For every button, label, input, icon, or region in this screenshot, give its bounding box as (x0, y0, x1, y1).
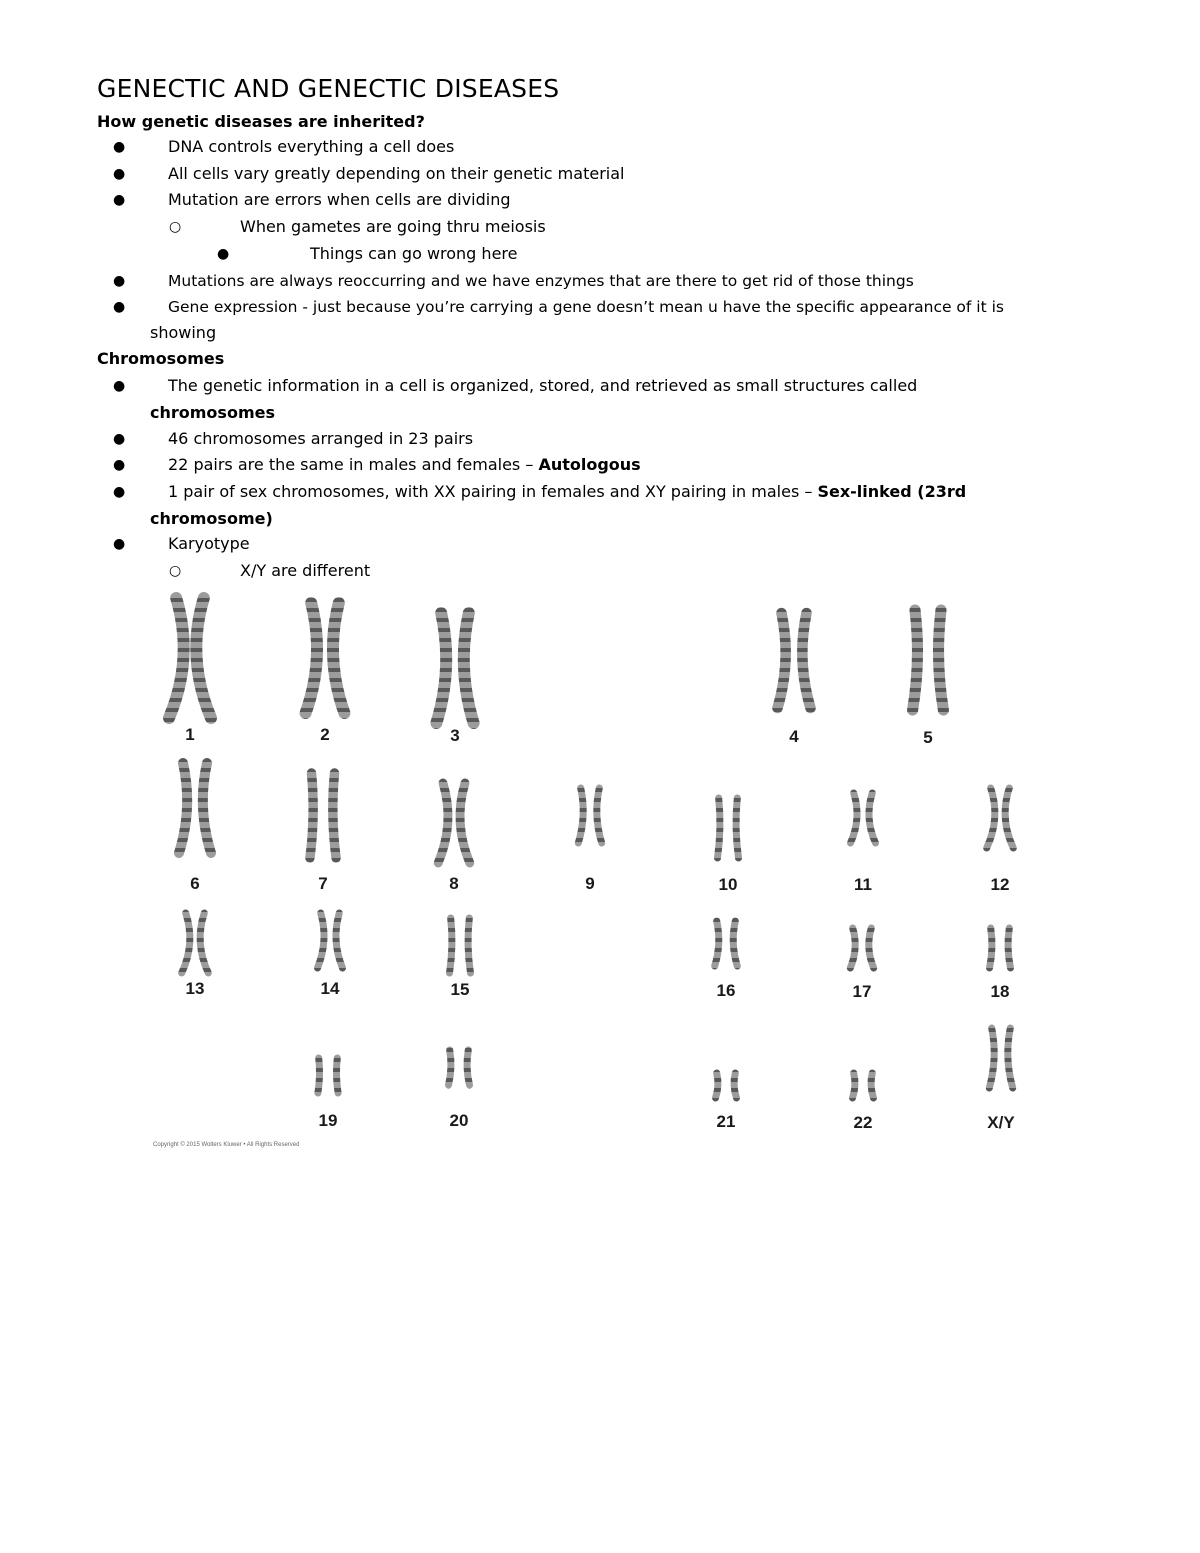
chromosome-17-b (869, 928, 874, 968)
chromosome-14-b (336, 913, 343, 968)
chromosome-21-a (716, 1073, 718, 1098)
chromosome-label: 15 (450, 980, 470, 999)
chromosome-2-b (333, 603, 344, 713)
list-item-bold: Sex-linked (23rd (817, 482, 967, 501)
chromosome-label: 12 (990, 875, 1010, 894)
list-sub-sub-item: Things can go wrong here (310, 244, 518, 263)
list-item-text: 22 pairs are the same in males and females – (168, 455, 539, 474)
chromosome-16-b (733, 921, 737, 966)
chromosome-label: 18 (990, 982, 1010, 1001)
chromosome-6-a (179, 763, 187, 853)
figure-copyright: Copyright © 2015 Wolters Kluwer • All Rights Reserved (153, 1142, 300, 1148)
chromosome-22-a (853, 1073, 855, 1098)
chromosome-label: 21 (716, 1112, 736, 1131)
chromosome-label: 13 (185, 979, 205, 998)
chromosome-13-b (200, 913, 208, 973)
chromosome-4-a (778, 613, 786, 708)
chromosome-label: 5 (923, 728, 933, 747)
chromosome-10-b (736, 798, 738, 858)
bullet-icon: ● (113, 273, 126, 289)
chromosome-6-b (203, 763, 211, 853)
list-item: Mutation are errors when cells are dividing (168, 190, 511, 209)
chromosome-label: 14 (320, 979, 340, 998)
chromosome-5-b (939, 610, 944, 710)
karyotype-figure (145, 588, 1050, 1153)
chromosome-2-a (306, 603, 317, 713)
list-sub-item: X/Y are different (240, 561, 371, 580)
chromosome-18-a (990, 928, 992, 968)
chromosome-11-a (851, 793, 858, 843)
chromosome-10-a (718, 798, 720, 858)
bullet-icon: ● (113, 192, 126, 208)
chromosome-label: 6 (190, 874, 200, 893)
chromosome-21-b (734, 1073, 736, 1098)
list-item: DNA controls everything a cell does (168, 137, 455, 156)
chromosome-label: 10 (718, 875, 738, 894)
chromosome-label: 1 (185, 725, 195, 744)
chromosome-20-b (467, 1050, 469, 1085)
chromosome-label: 4 (789, 727, 799, 746)
chromosome-13-a (182, 913, 190, 973)
bullet-icon: ● (113, 166, 126, 182)
chromosome-4-b (802, 613, 810, 708)
chromosome-12-a (987, 788, 995, 848)
chromosome-7-a (310, 773, 313, 858)
chromosome-label: 3 (450, 726, 460, 745)
section-heading-inheritance: How genetic diseases are inherited? (97, 112, 425, 131)
bullet-icon: ● (113, 431, 126, 447)
chromosome-1-a (169, 598, 184, 718)
list-item-text: 1 pair of sex chromosomes, with XX pairing in females and XY pairing in males – (168, 482, 818, 501)
chromosome-label: 20 (449, 1111, 469, 1130)
chromosome-11-b (869, 793, 876, 843)
list-item: Mutations are always reoccurring and we have enzymes that are there to get rid of those things (168, 272, 914, 290)
chromosome-label: 17 (852, 982, 872, 1001)
list-item (168, 454, 641, 476)
bullet-icon: ● (113, 139, 126, 155)
chromosome-19-a (318, 1058, 320, 1093)
list-item: 46 chromosomes arranged in 23 pairs (168, 429, 474, 448)
chromosome-20-a (449, 1050, 451, 1085)
chromosome-5-a (913, 610, 918, 710)
chromosome-label: 2 (320, 725, 330, 744)
chromosome-16-a (715, 921, 719, 966)
chromosome-label: X/Y (987, 1113, 1015, 1132)
bullet-icon: ● (113, 378, 126, 394)
chromosome-19-b (336, 1058, 338, 1093)
list-item (168, 481, 966, 503)
chromosome-label: 8 (449, 874, 459, 893)
chromosome-3-b (464, 613, 474, 723)
chromosome-17-a (850, 928, 855, 968)
list-item-bold: Autologous (538, 455, 641, 474)
chromosome-8-b (460, 783, 470, 863)
chromosome-7-b (333, 773, 336, 858)
chromosome-9-b (597, 788, 602, 843)
chromosome-XY-b (1008, 1028, 1013, 1088)
chromosome-label: 19 (318, 1111, 338, 1130)
chromosome-14-a (318, 913, 325, 968)
list-sub-item: When gametes are going thru meiosis (240, 217, 546, 236)
list-item: All cells vary greatly depending on their genetic material (168, 164, 625, 183)
bullet-icon: ● (217, 246, 230, 262)
bullet-icon: ● (113, 484, 126, 500)
chromosome-label: 22 (853, 1113, 873, 1132)
chromosome-9-a (578, 788, 583, 843)
bullet-icon: ● (113, 457, 126, 473)
chromosome-label: 9 (585, 874, 595, 893)
chromosome-3-a (436, 613, 446, 723)
document-title: GENECTIC AND GENECTIC DISEASES (97, 74, 560, 103)
list-item: Karyotype (168, 534, 250, 553)
chromosome-15-a (450, 918, 452, 973)
bullet-icon: ● (113, 536, 126, 552)
circle-bullet-icon: ○ (169, 219, 182, 235)
chromosome-8-a (438, 783, 448, 863)
list-item: The genetic information in a cell is organized, stored, and retrieved as small structures called (168, 376, 918, 395)
chromosome-label: 7 (318, 874, 328, 893)
chromosome-1-b (196, 598, 211, 718)
chromosome-22-b (871, 1073, 873, 1098)
chromosome-18-b (1008, 928, 1010, 968)
list-item-continuation: chromosome) (150, 509, 273, 528)
list-item-continuation: chromosomes (150, 403, 275, 422)
chromosome-15-b (468, 918, 470, 973)
circle-bullet-icon: ○ (169, 563, 182, 579)
list-item: Gene expression - just because you’re carrying a gene doesn’t mean u have the specific appearance of it is (168, 298, 1004, 316)
chromosome-12-b (1005, 788, 1013, 848)
chromosome-XY-a (989, 1028, 994, 1088)
list-item-continuation: showing (150, 323, 217, 342)
chromosome-images (169, 598, 1013, 1098)
chromosome-label: 11 (854, 875, 872, 894)
bullet-icon: ● (113, 299, 126, 315)
section-heading-chromosomes: Chromosomes (97, 349, 225, 368)
chromosome-label: 16 (716, 981, 736, 1000)
